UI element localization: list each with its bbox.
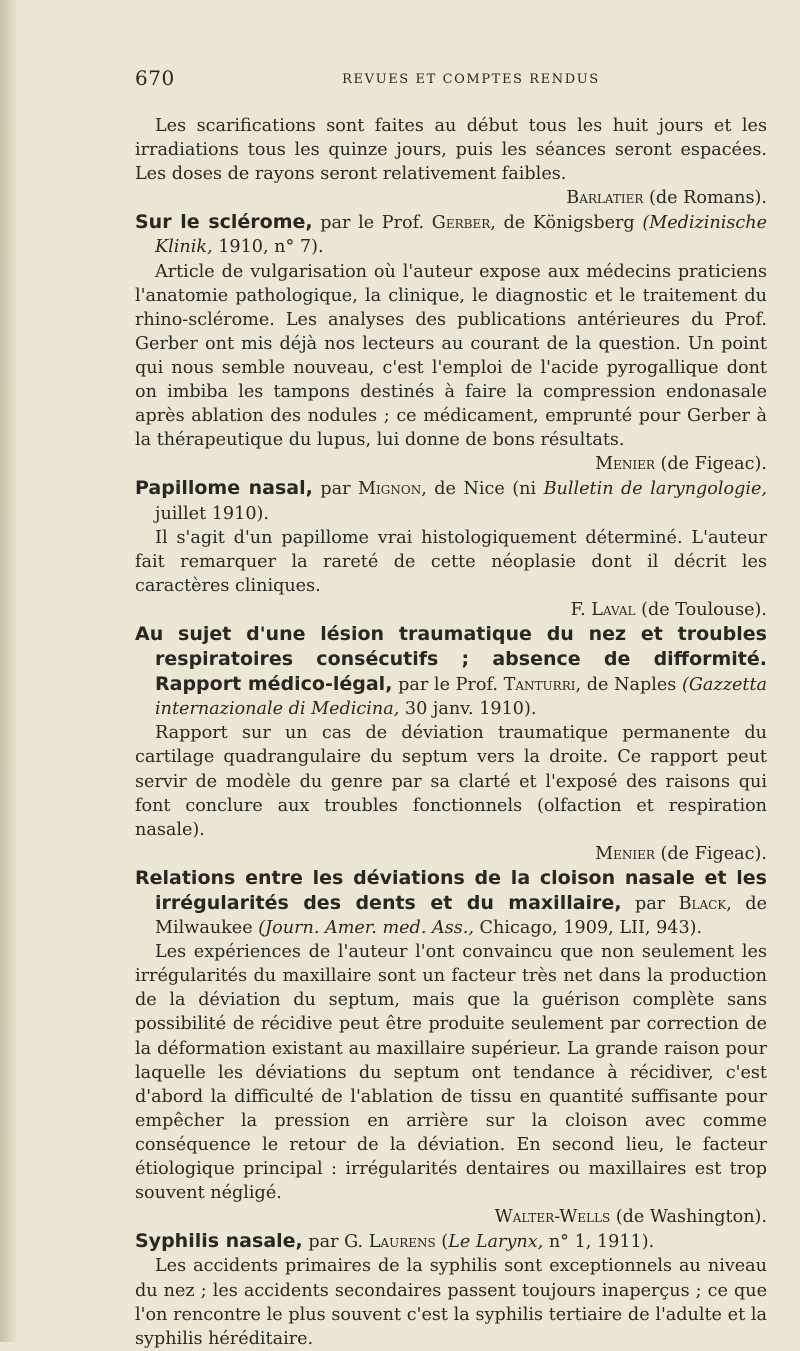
signature-place: (de Romans). <box>643 188 767 209</box>
article-title: Relations entre les déviations de la cloison nasale et les irrégularités des dents et du maxillaire, <box>135 866 767 914</box>
article-body: Rapport sur un cas de déviation traumatique permanente du cartilage quadrangulaire du septum vers la droite. Ce rapport peut servir de modèle du genre par sa clarté et l'exposé des raisons qui font conclure aux troubles fonctionnels (olfaction et respiration nasale). <box>135 723 767 840</box>
page-number: 670 <box>135 66 175 90</box>
article-heading-deviations: Relations entre les déviations de la cloison nasale et les irrégularités des dents et du maxillaire, par Black, de Milwaukee (Journ. Amer. med. Ass., Chicago, 1909, LII, 943). <box>135 866 767 939</box>
article-title: Syphilis nasale, <box>135 1230 303 1253</box>
intro-paragraph: Les scarifications sont faites au début tous les huit jours et les irradiations tous les quinze jours, puis les séances seront espacées. Les doses de rayons seront relativement faibles. <box>135 116 767 185</box>
article-signature: Walter-Wells (de Washington). <box>494 1207 767 1228</box>
article-heading-sclerome: Sur le sclérome, par le Prof. Gerber, de Königsberg (Medizinische Klinik, 1910, n° 7). <box>135 211 768 258</box>
article-signature: Menier (de Figeac). <box>595 454 767 475</box>
article-heading-lesion-traumatique: Au sujet d'une lésion traumatique du nez et troubles respiratoires consécutifs ; absence de difformité. Rapport médico-légal, par le Prof. Tanturri, de Naples (Gazzetta internazionale di Medicina, 30 janv. 1910). <box>135 622 768 720</box>
article-author: Laurens <box>368 1232 436 1253</box>
intro-signature <box>135 186 767 210</box>
article-author: Gerber <box>431 213 491 234</box>
page-edge-shadow <box>0 0 18 1342</box>
article-heading-papillome: Papillome nasal, par Mignon, de Nice (ni Bulletin de laryngologie, juillet 1910). <box>135 477 767 524</box>
article-title: Au sujet d'une lésion traumatique du nez et troubles respiratoires consécutifs ; absence de difformité. Rapport médico-légal, <box>135 622 767 696</box>
article-source: Bulletin de laryngologie, <box>543 479 767 500</box>
article-body: Il s'agit d'un papillome vrai histologiquement déterminé. L'auteur fait remarquer la rareté de cette néoplasie dont il décrit les caractères cliniques. <box>135 527 767 596</box>
article-source: (Gazzetta internazionale di Medicina, <box>155 675 768 720</box>
article-title: Sur le sclérome, <box>135 211 313 234</box>
journal-page <box>135 60 767 1351</box>
article-author: Black <box>678 894 727 914</box>
article-body: Les accidents primaires de la syphilis sont exceptionnels au niveau du nez ; les accidents secondaires passent toujours inaperçus ; ce que l'on rencontre le plus souvent c'est la syphilis tertiaire de l'adulte et la syphilis héréditaire. <box>135 1256 767 1349</box>
article-title: Papillome nasal, <box>135 477 313 500</box>
running-title: REVUES ET COMPTES RENDUS <box>342 72 600 87</box>
article-body: Article de vulgarisation où l'auteur expose aux médecins praticiens l'anatomie pathologique, la clinique, le diagnostic et le traitement du rhino-sclérome. Les analyses des publications antérieures du Prof. Gerber ont mis déjà nos lecteurs au courant de la question. Un point qui nous semble nouveau, c'est l'emploi de l'acide pyrogallique dont on imbiba les tampons destinés à faire la compression endonasale après ablation des nodules ; ce médicament, emprunté pour Gerber à la thérapeutique du lupus, lui donne de bons résultats. <box>135 261 767 451</box>
article-source: (Medizinische Klinik, <box>155 213 768 258</box>
article-heading-syphilis: Syphilis nasale, par G. Laurens (Le Larynx, n° 1, 1911). <box>135 1230 655 1253</box>
signature-name: Barlatier <box>566 188 644 209</box>
article-author: Tanturri <box>503 675 576 696</box>
page-header <box>135 60 767 96</box>
article-signature: F. Laval (de Toulouse). <box>570 599 767 620</box>
article-column <box>135 114 767 1351</box>
article-author: Mignon <box>358 479 422 500</box>
article-signature: Menier (de Figeac). <box>595 843 767 864</box>
article-source: (Journ. Amer. med. Ass., <box>258 918 474 939</box>
article-body: Les expériences de l'auteur l'ont convaincu que non seulement les irrégularités du maxillaire sont un facteur très net dans la production de la déviation du septum, mais que la guérison complète sans possibilité de récidive peut être produite seulement par correction de la déformation existant au maxillaire supérieur. La grande raison pour laquelle les déviations du septum ont tendance à récidiver, c'est d'abord la difficulté de l'ablation de tissu en quantité suffisante pour empêcher la pression en arrière sur la cloison avec comme conséquence le retour de la déviation. En second lieu, le facteur étiologique principal : irrégularités dentaires ou maxillaires est trop souvent négligé. <box>135 942 767 1204</box>
article-source: Le Larynx, <box>448 1232 544 1253</box>
